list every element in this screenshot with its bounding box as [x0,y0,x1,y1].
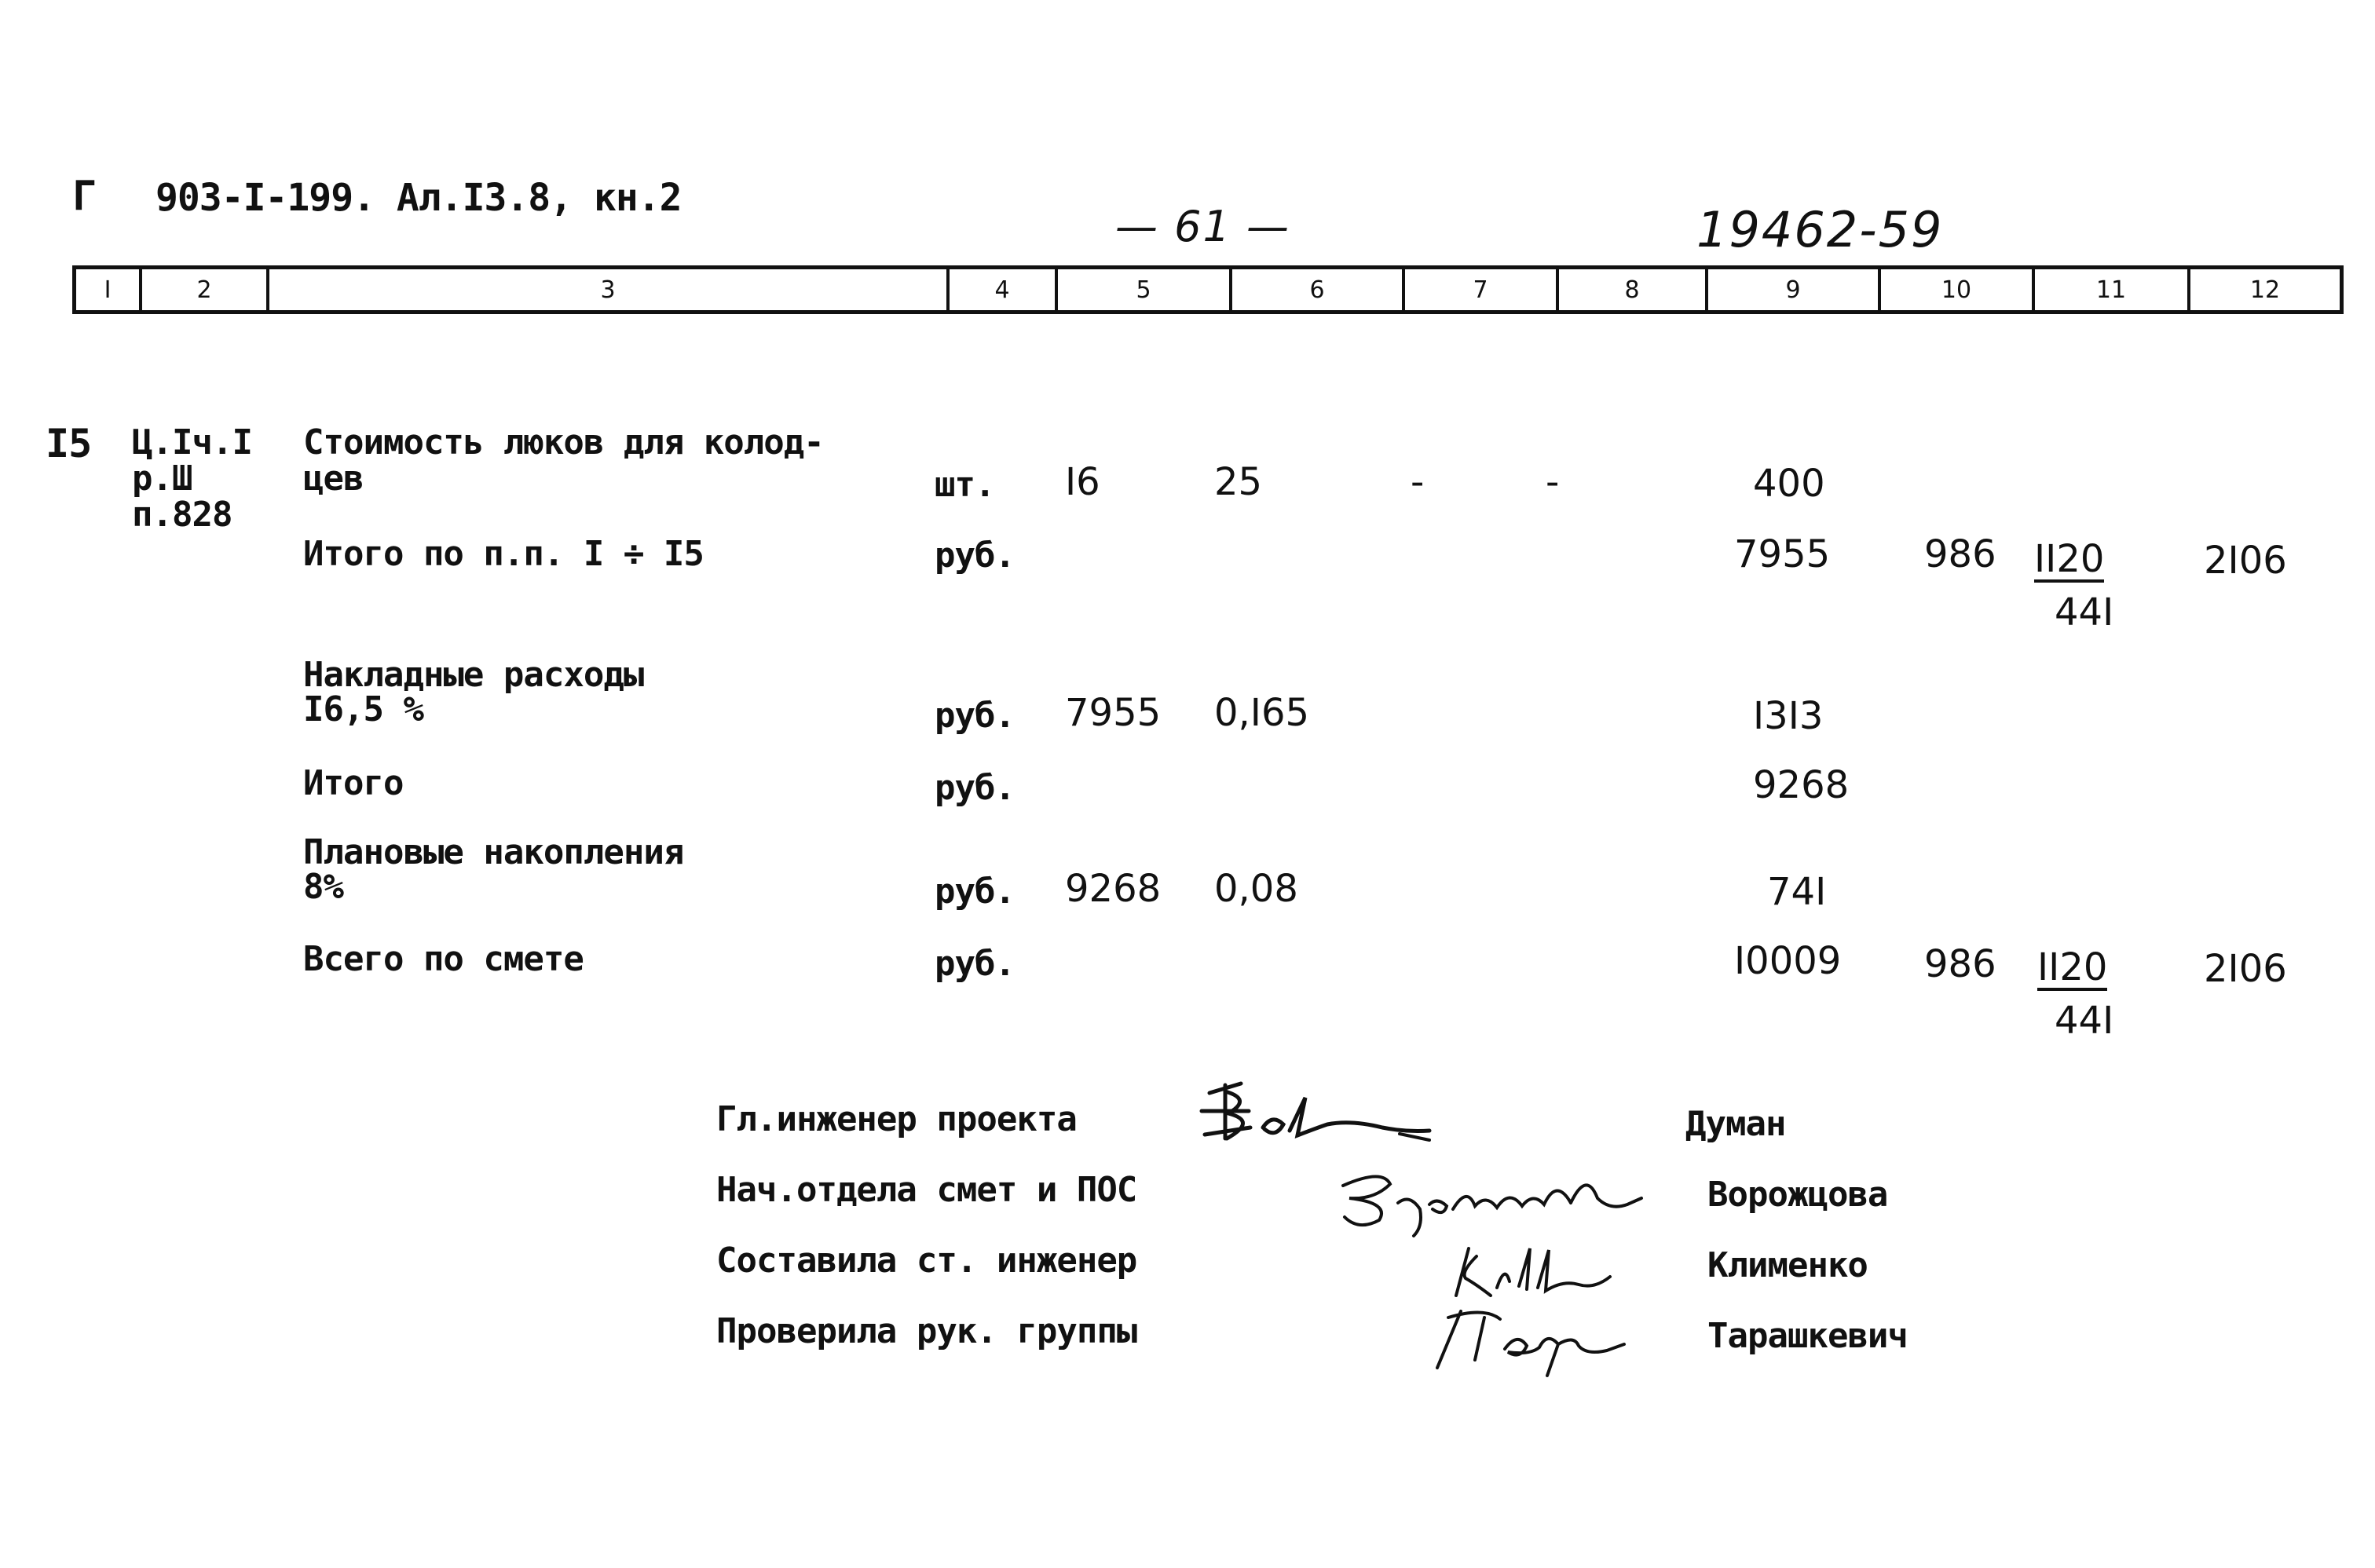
item-unit: шт. [935,465,995,505]
column-header-4: 4 [946,269,1055,310]
item-reference-line-2: р.Ш [132,459,192,499]
signature-scribble-checker [1429,1300,1634,1379]
column-header-9: 9 [1705,269,1878,310]
page-number: — 61 — [1115,202,1291,251]
document-code: 903-I-199. Ал.I3.8, кн.2 [156,176,682,220]
subtotal-label: Итого по п.п. I ÷ I5 [303,534,704,574]
grand-total-value: I0009 [1734,939,1842,983]
item-quantity: I6 [1065,460,1100,504]
signature-role-checker: Проверила рук. группы [716,1311,1137,1351]
column-header-5: 5 [1055,269,1229,310]
planned-label-line-2: 8% [303,867,343,907]
column-header-12: 12 [2187,269,2340,310]
subtotal-column-11-top: II20 [2034,537,2105,581]
grand-total-column-11-top: II20 [2037,945,2108,989]
signature-scribble-compiler [1445,1233,1634,1311]
planned-base: 9268 [1065,867,1162,911]
planned-label-line-1: Плановые накопления [303,832,684,872]
column-header-7: 7 [1402,269,1556,310]
subtotal-unit: руб. [935,535,1015,576]
planned-total: 74I [1767,870,1827,914]
signature-role-department-head: Нач.отдела смет и ПОС [716,1170,1137,1210]
column-header-8: 8 [1556,269,1705,310]
signature-role-chief-engineer: Гл.инженер проекта [716,1099,1077,1139]
total-value: 9268 [1753,763,1850,807]
column-header-1: I [104,276,112,304]
column-header-11: 11 [2032,269,2187,310]
column-header-6: 6 [1229,269,1402,310]
overhead-label-line-1: Накладные расходы [303,655,644,695]
signature-role-compiler: Составила ст. инженер [716,1241,1137,1281]
signature-name-chief-engineer: Думан [1685,1104,1786,1144]
corner-mark: Г [72,173,97,220]
overhead-base: 7955 [1065,691,1162,735]
grand-total-column-12: 2I06 [2204,947,2287,991]
item-number: I5 [46,421,92,466]
signature-scribble-chief-engineer [1194,1076,1461,1162]
planned-rate: 0,08 [1214,867,1298,911]
subtotal-column-11-bottom: 44I [2055,590,2114,634]
signature-name-checker: Тарашкевич [1707,1316,1908,1356]
signature-name-compiler: Клименко [1707,1245,1868,1285]
total-label: Итого [303,763,404,803]
item-total: 400 [1753,462,1825,506]
overhead-label-line-2: I6,5 % [303,689,423,729]
inventory-number: 19462-59 [1696,201,1944,258]
signature-name-department-head: Ворожцова [1707,1175,1888,1215]
grand-total-label: Всего по смете [303,939,584,979]
item-column-7-dash: - [1411,460,1425,504]
overhead-unit: руб. [935,696,1015,736]
subtotal-column-12: 2I06 [2204,539,2287,583]
grand-total-unit: руб. [935,944,1015,984]
column-header-10: 10 [1878,269,2032,310]
total-unit: руб. [935,768,1015,808]
column-number-strip [72,265,2344,314]
overhead-rate: 0,I65 [1214,691,1310,735]
signature-scribble-department-head [1335,1154,1649,1241]
subtotal-column-10: 986 [1924,532,1996,576]
subtotal-total: 7955 [1734,532,1831,576]
grand-total-column-10: 986 [1924,942,1996,986]
item-unit-price: 25 [1214,460,1263,504]
item-description-line-1: Стоимость люков для колод- [303,422,824,462]
item-column-8-dash: - [1546,460,1560,504]
item-description-line-2: цев [303,459,364,499]
overhead-total: I3I3 [1753,694,1824,738]
planned-unit: руб. [935,872,1015,912]
item-reference-line-3: п.828 [132,495,232,535]
item-reference-line-1: Ц.Iч.I [132,422,252,462]
column-header-2: 2 [139,269,266,310]
column-header-3: 3 [266,269,946,310]
grand-total-column-11-bottom: 44I [2055,999,2114,1043]
